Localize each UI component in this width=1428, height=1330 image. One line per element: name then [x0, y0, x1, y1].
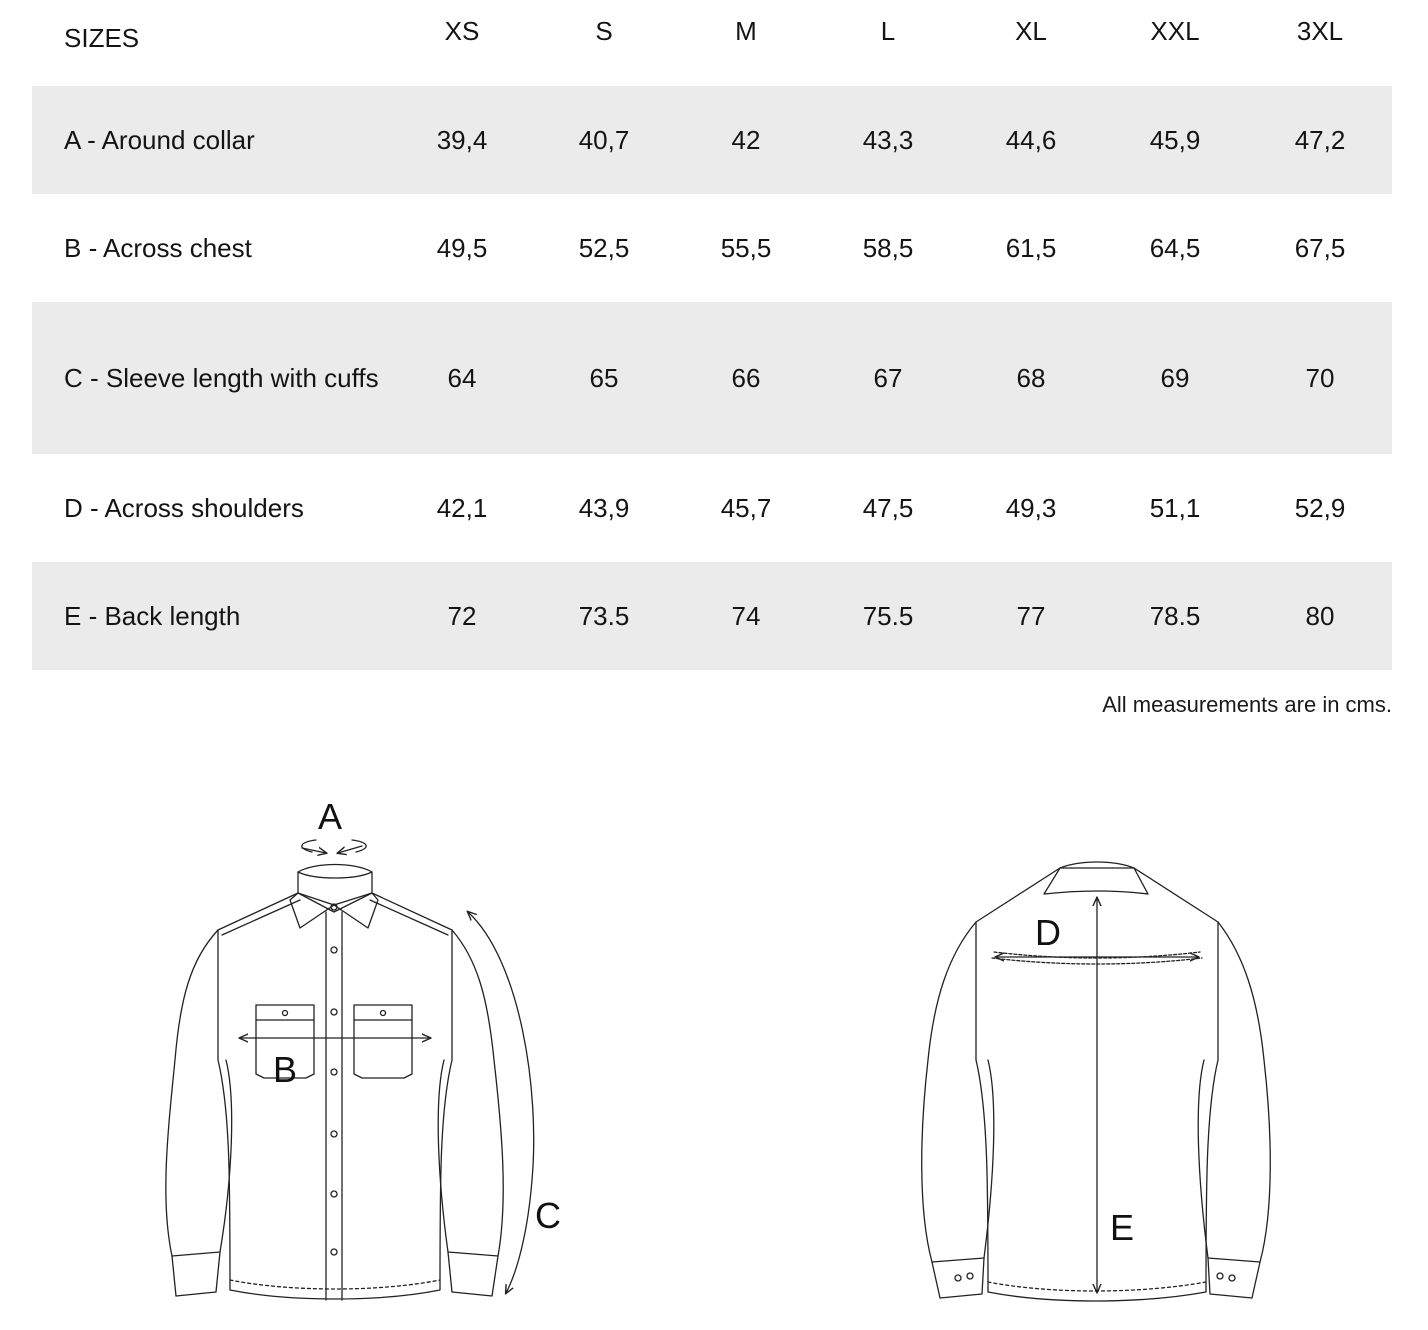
label-b: B	[273, 1049, 298, 1090]
table-row-sleeve	[32, 302, 1392, 454]
table-cell: 47,2	[1294, 124, 1346, 155]
table-cell: 39,4	[436, 124, 488, 155]
size-header-m: M	[735, 16, 757, 46]
table-cell: 40,7	[578, 124, 630, 155]
table-cell: 49,3	[1005, 492, 1057, 523]
label-c: C	[535, 1195, 561, 1236]
size-chart-table	[32, 0, 1392, 670]
size-header-l: L	[880, 16, 896, 46]
table-cell: 44,6	[1005, 124, 1057, 155]
table-cell: 45,9	[1149, 124, 1201, 155]
size-header-xl: XL	[1015, 16, 1047, 46]
table-cell: 58,5	[862, 232, 914, 263]
table-cell: 51,1	[1149, 492, 1201, 523]
row-label: B - Across chest	[64, 233, 252, 263]
table-cell: 67,5	[1294, 232, 1346, 263]
size-header-xxl: XXL	[1150, 16, 1200, 46]
size-header-xs: XS	[444, 16, 480, 46]
table-cell: 42,1	[436, 492, 488, 523]
table-cell: 47,5	[862, 492, 914, 523]
table-row-back-length	[32, 562, 1392, 670]
table-header-row	[32, 0, 1392, 86]
table-cell: 45,7	[720, 492, 772, 523]
table-cell: 64,5	[1149, 232, 1201, 263]
table-row-shoulders	[32, 454, 1392, 562]
table-cell: 69	[1160, 362, 1190, 393]
size-header-s: S	[595, 16, 613, 46]
table-cell: 64	[447, 362, 477, 393]
table-cell: 52,9	[1294, 492, 1346, 523]
table-cell: 77	[1016, 600, 1046, 631]
table-cell: 72	[447, 600, 477, 631]
table-cell: 42	[731, 124, 761, 155]
table-cell: 70	[1305, 362, 1335, 393]
table-cell: 73.5	[578, 600, 630, 631]
table-cell: 55,5	[720, 232, 772, 263]
table-cell: 68	[1016, 362, 1046, 393]
row-label: E - Back length	[64, 601, 241, 631]
table-cell: 78.5	[1149, 600, 1201, 631]
table-cell: 74	[731, 600, 761, 631]
table-cell: 75.5	[862, 600, 914, 631]
label-a: A	[318, 796, 343, 837]
table-cell: 80	[1305, 600, 1335, 631]
table-cell: 52,5	[578, 232, 630, 263]
table-cell: 66	[731, 362, 761, 393]
row-label: C - Sleeve length with cuffs	[64, 363, 379, 393]
measurement-unit-note: All measurements are in cms.	[1102, 692, 1392, 717]
shirt-front-drawing	[166, 865, 503, 1301]
table-row-chest	[32, 194, 1392, 302]
label-d: D	[1035, 912, 1061, 953]
size-header-3xl: 3XL	[1296, 16, 1344, 46]
label-e: E	[1110, 1207, 1135, 1248]
table-cell: 49,5	[436, 232, 488, 263]
table-cell: 43,3	[862, 124, 914, 155]
table-cell: 43,9	[578, 492, 630, 523]
shirt-measurement-diagram	[0, 770, 1428, 1330]
shirt-back-drawing	[922, 862, 1271, 1301]
sizes-header: SIZES	[64, 23, 140, 53]
table-cell: 65	[589, 362, 619, 393]
table-cell: 67	[873, 362, 903, 393]
table-row-collar	[32, 86, 1392, 194]
row-label: D - Across shoulders	[64, 493, 304, 523]
table-cell: 61,5	[1005, 232, 1057, 263]
row-label: A - Around collar	[64, 125, 255, 155]
